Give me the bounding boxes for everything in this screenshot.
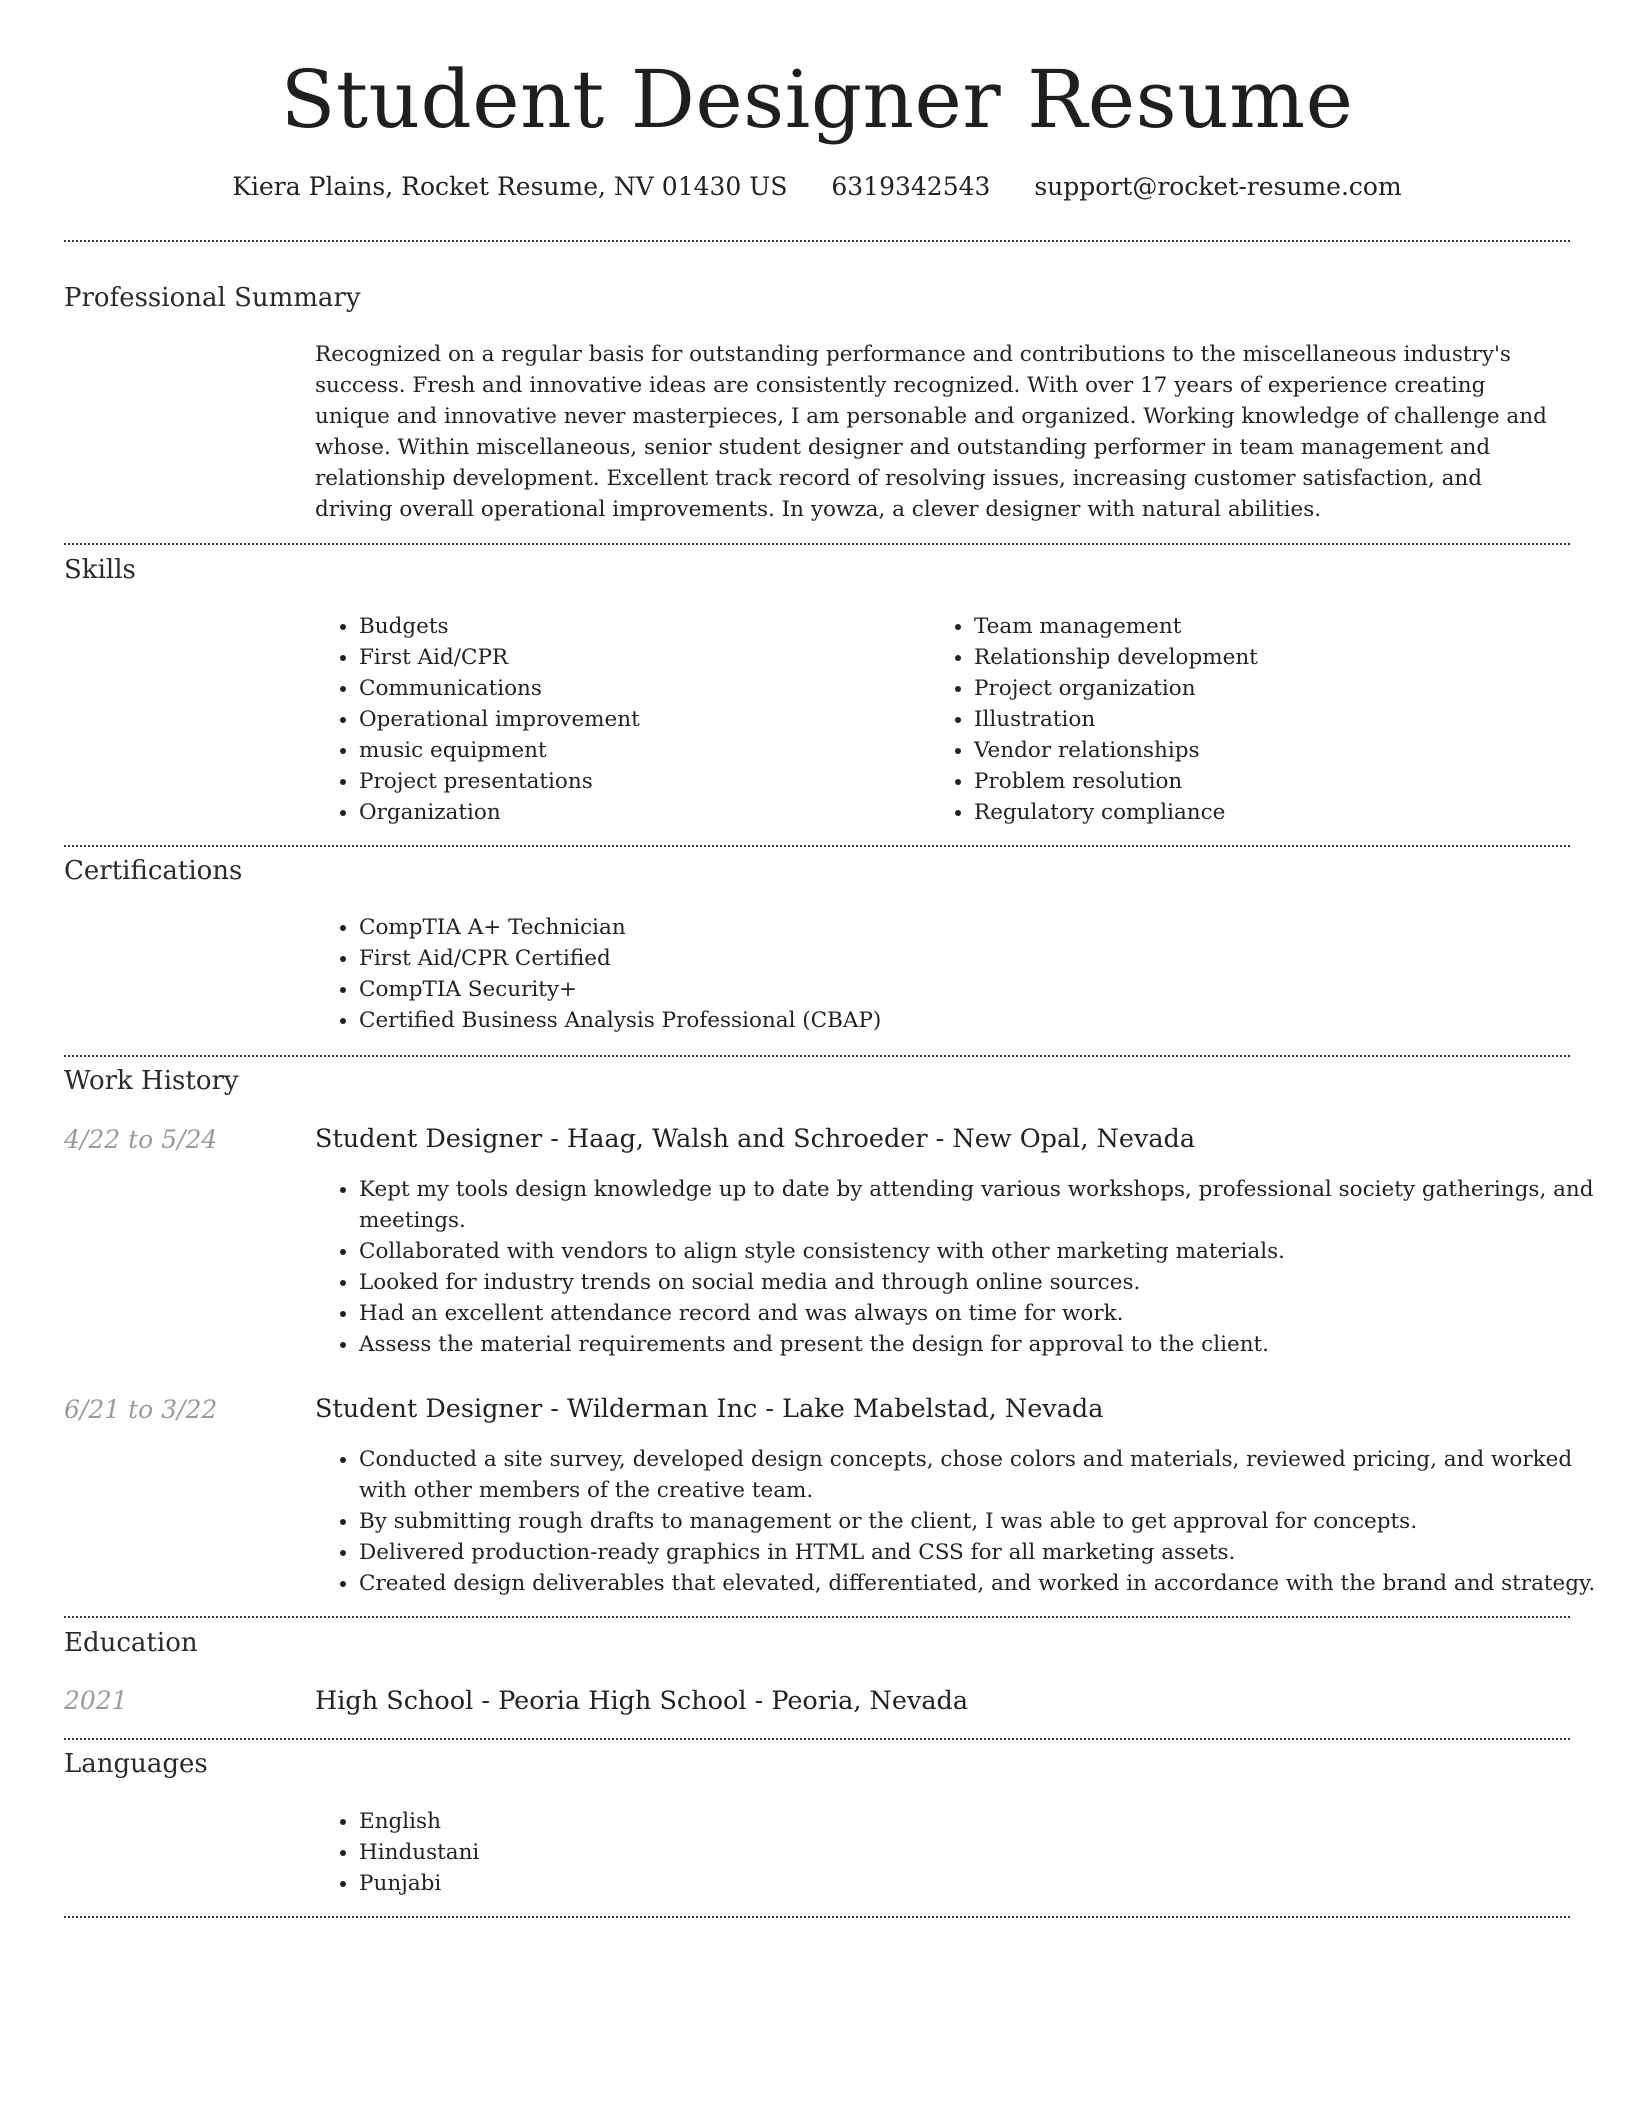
list-item: • Communications (359, 673, 919, 704)
list-item: • Punjabi (359, 1868, 1559, 1899)
certifications-heading: Certifications (64, 856, 243, 886)
contact-phone: 6319342543 (831, 172, 991, 201)
job-bullets (315, 1174, 1609, 1360)
list-item: • Created design deliverables that elevated, differentiated, and worked in accordance with the brand and strategy. (359, 1568, 1609, 1599)
list-item: • Team management (974, 611, 1534, 642)
list-item: • music equipment (359, 735, 919, 766)
languages-heading: Languages (64, 1749, 208, 1779)
contact-address: Kiera Plains, Rocket Resume, NV 01430 US (232, 172, 788, 201)
skills-heading: Skills (64, 555, 136, 585)
list-item: • Kept my tools design knowledge up to date by attending various workshops, professional society gatherings, and meetings. (359, 1174, 1609, 1236)
list-item: • First Aid/CPR (359, 642, 919, 673)
list-item: • Project organization (974, 673, 1534, 704)
list-item: • Relationship development (974, 642, 1534, 673)
list-item: • Had an excellent attendance record and was always on time for work. (359, 1298, 1609, 1329)
list-item: • English (359, 1806, 1559, 1837)
job-dates: 4/22 to 5/24 (64, 1125, 218, 1154)
work-heading: Work History (64, 1066, 239, 1096)
languages-list (315, 1806, 1559, 1899)
skills-list-left (315, 611, 919, 828)
list-item: • First Aid/CPR Certified (359, 943, 1559, 974)
list-item: • Budgets (359, 611, 919, 642)
divider (64, 1616, 1570, 1618)
contact-info (64, 172, 1570, 201)
divider (64, 1738, 1570, 1740)
divider (64, 1055, 1570, 1057)
certifications-list (315, 912, 1559, 1036)
list-item: • Operational improvement (359, 704, 919, 735)
list-item: • Delivered production-ready graphics in HTML and CSS for all marketing assets. (359, 1537, 1609, 1568)
list-item: • Organization (359, 797, 919, 828)
divider (64, 543, 1570, 545)
job-title: Student Designer - Wilderman Inc - Lake Mabelstad, Nevada (315, 1394, 1104, 1424)
list-item: • Conducted a site survey, developed design concepts, chose colors and materials, reviewed pricing, and worked with other members of the creative team. (359, 1444, 1609, 1506)
list-item: • CompTIA A+ Technician (359, 912, 1559, 943)
list-item: • Looked for industry trends on social media and through online sources. (359, 1267, 1609, 1298)
education-entry: High School - Peoria High School - Peoria, Nevada (315, 1686, 969, 1716)
contact-email: support@rocket-resume.com (1034, 172, 1402, 201)
skills-list-right (930, 611, 1534, 828)
list-item: • Collaborated with vendors to align style consistency with other marketing materials. (359, 1236, 1609, 1267)
list-item: • Certified Business Analysis Professional (CBAP) (359, 1005, 1559, 1036)
divider (64, 845, 1570, 847)
list-item: • CompTIA Security+ (359, 974, 1559, 1005)
list-item: • Assess the material requirements and present the design for approval to the client. (359, 1329, 1609, 1360)
job-bullets (315, 1444, 1609, 1599)
job-dates: 6/21 to 3/22 (64, 1395, 218, 1424)
resume-page (64, 0, 1596, 1896)
education-year: 2021 (64, 1686, 128, 1715)
list-item: • Vendor relationships (974, 735, 1534, 766)
list-item: • Project presentations (359, 766, 919, 797)
list-item: • By submitting rough drafts to management or the client, I was able to get approval for concepts. (359, 1506, 1609, 1537)
education-heading: Education (64, 1628, 198, 1658)
summary-heading: Professional Summary (64, 283, 361, 313)
divider (64, 240, 1570, 242)
summary-text: Recognized on a regular basis for outstanding performance and contributions to the miscellaneous industry's success. Fresh and innovative ideas are consistently recognized. With over 17 years of experience creating unique and innovative never masterpieces, I am personable and organized. Working knowledge of challenge and whose. Within miscellaneous, senior student designer and outstanding performer in team management and relationship development. Excellent track record of resolving issues, increasing customer satisfaction, and driving overall operational improvements. In yowza, a clever designer with natural abilities. (315, 342, 1547, 522)
divider (64, 1916, 1570, 1918)
job-title: Student Designer - Haag, Walsh and Schroeder - New Opal, Nevada (315, 1124, 1196, 1154)
list-item: • Problem resolution (974, 766, 1534, 797)
resume-title: Student Designer Resume (280, 53, 1354, 146)
list-item: • Regulatory compliance (974, 797, 1534, 828)
list-item: • Illustration (974, 704, 1534, 735)
list-item: • Hindustani (359, 1837, 1559, 1868)
